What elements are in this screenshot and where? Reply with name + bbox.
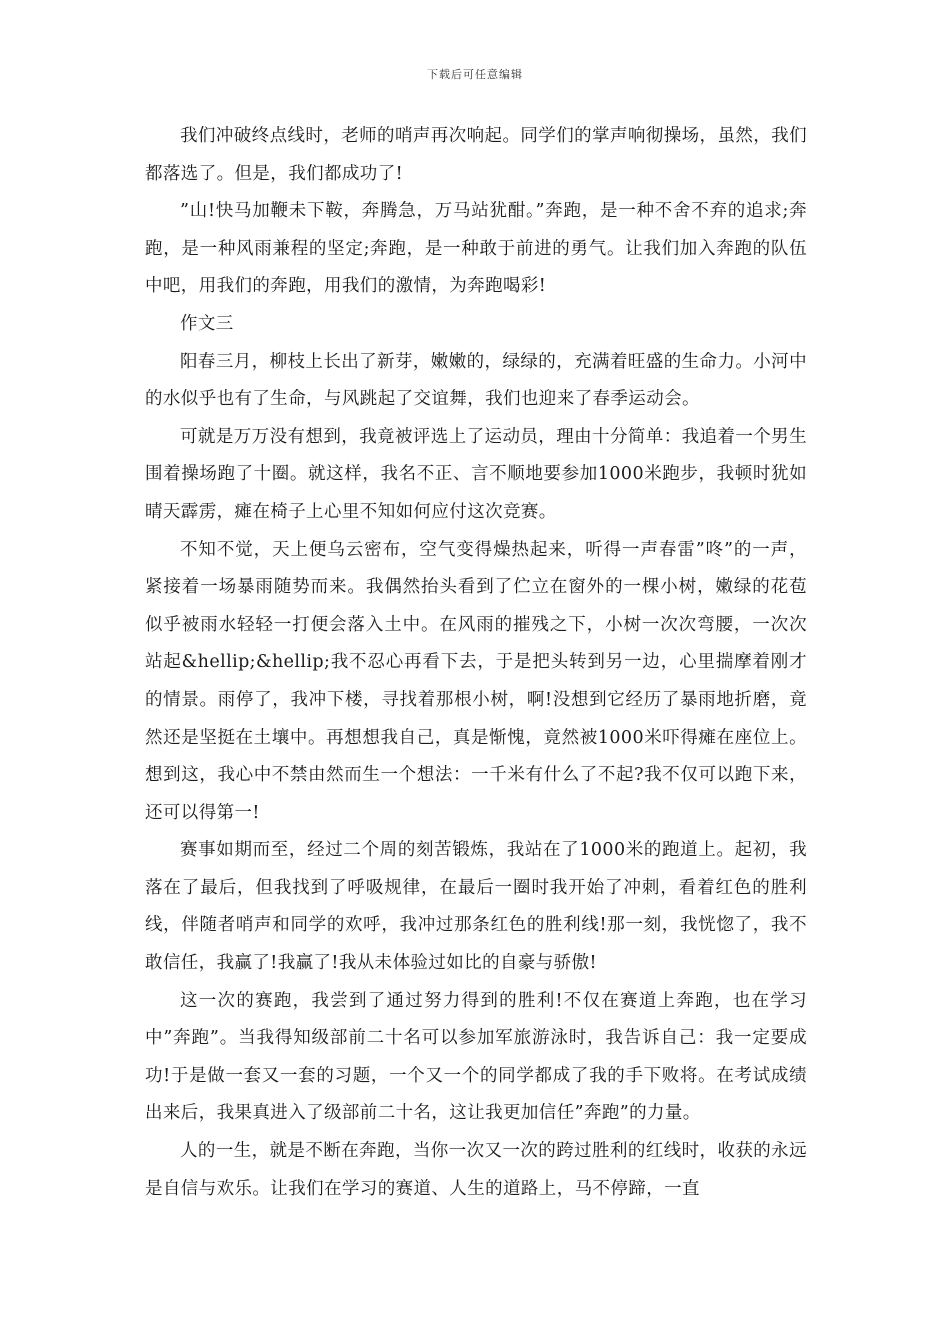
- section-title: 作文三: [180, 313, 234, 334]
- paragraph: 我们冲破终点线时，老师的哨声再次响起。同学们的掌声响彻操场，虽然，我们都落选了。但是，我们都成功了!: [145, 126, 807, 184]
- paragraph: 赛事如期而至，经过二个周的刻苦锻炼，我站在了1000米的跑道上。起初，我落在了最后，但我找到了呼吸规律，在最后一圈时我开始了冲刺，看着红色的胜利线，伴随者哨声和同学的欢呼，我冲过那条红色的胜利线!那一刻，我恍惚了，我不敢信任，我赢了!我赢了!我从未体验过如比的自豪与骄傲!: [145, 840, 807, 974]
- page-header: 下载后可任意编辑: [427, 68, 523, 81]
- document-body: [145, 118, 807, 1208]
- paragraph: 阳春三月，柳枝上长出了新芽，嫩嫩的，绿绿的，充满着旺盛的生命力。小河中的水似乎也有了生命，与风跳起了交谊舞，我们也迎来了春季运动会。: [145, 351, 807, 410]
- paragraph: 人的一生，就是不断在奔跑，当你一次又一次的跨过胜利的红线时，收获的永远是自信与欢乐。让我们在学习的赛道、人生的道路上，马不停蹄，一直: [145, 1141, 807, 1199]
- paragraph: 可就是万万没有想到，我竟被评选上了运动员，理由十分简单：我追着一个男生围着操场跑了十圈。就这样，我名不正、言不顺地要参加1000米跑步，我顿时犹如晴天霹雳，瘫在椅子上心里不知如何应付这次竞赛。: [145, 426, 807, 522]
- paragraph: 不知不觉，天上便乌云密布，空气变得燥热起来，听得一声春雷”咚”的一声，紧接着一场暴雨随势而来。我偶然抬头看到了伫立在窗外的一棵小树，嫩绿的花苞似乎被雨水轻轻一打便会落入土中。在风雨的摧残之下，小树一次次弯腰，一次次站起&hellip;&hellip;我不忍心再看下去，于是把头转到另一边，心里揣摩着刚才的情景。雨停了，我冲下楼，寻找着那根小树，啊!没想到它经历了暴雨地折磨，竟然还是坚挺在土壤中。再想想我自己，真是惭愧，竟然被1000米吓得瘫在座位上。想到这，我心中不禁由然而生一个想法：一千米有什么了不起?我不仅可以跑下来，还可以得第一!: [145, 539, 807, 823]
- paragraph: ”山!快马加鞭未下鞍，奔腾急，万马站犹酣。”奔跑，是一种不舍不弃的追求;奔跑，是一种风雨兼程的坚定;奔跑，是一种敢于前进的勇气。让我们加入奔跑的队伍中吧，用我们的奔跑，用我们的激情，为奔跑喝彩!: [145, 201, 807, 297]
- paragraph: 这一次的赛跑，我尝到了通过努力得到的胜利!不仅在赛道上奔跑，也在学习中”奔跑”。当我得知级部前二十名可以参加军旅游泳时，我告诉自己：我一定要成功!于是做一套又一套的习题，一个又一个的同学都成了我的手下败将。在考试成绩出来后，我果真进入了级部前二十名，这让我更加信任”奔跑”的力量。: [145, 990, 807, 1124]
